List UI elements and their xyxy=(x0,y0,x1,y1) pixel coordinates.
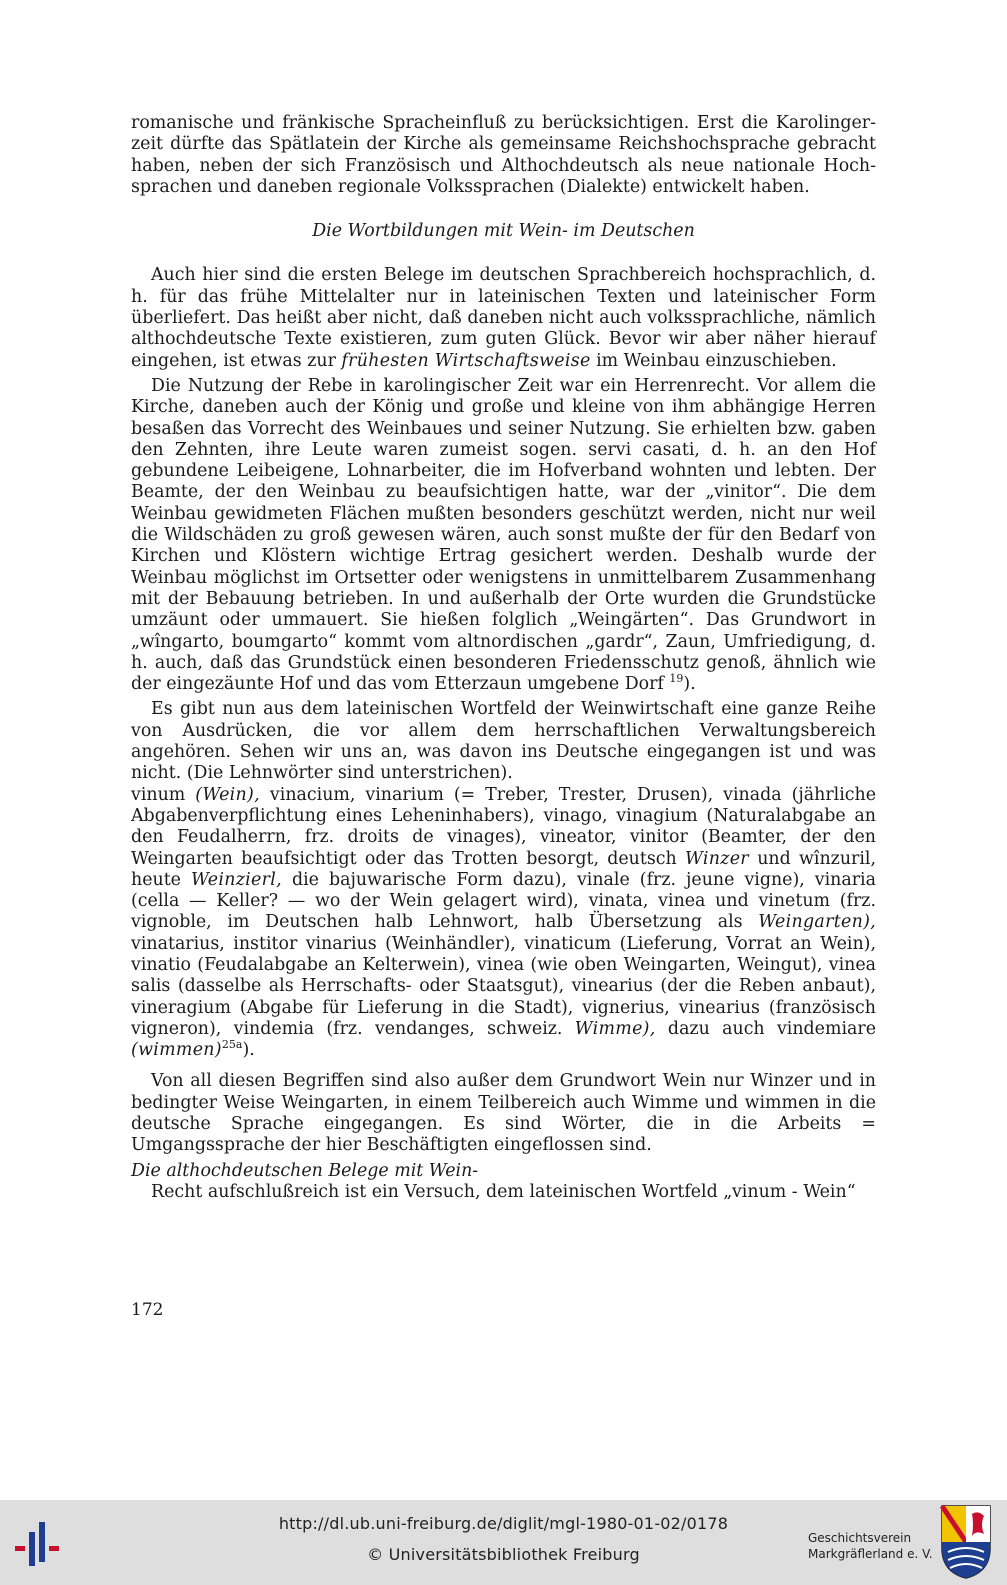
footer-url-link[interactable]: http://dl.ub.uni-freiburg.de/diglit/mgl-1980-01-02/0178 xyxy=(278,1514,729,1533)
footnote-ref: 19 xyxy=(669,672,684,686)
footnote-ref: 25a xyxy=(221,1038,243,1052)
section-heading: Die Wortbildungen mit Wein- im Deutschen xyxy=(312,221,695,242)
paragraph: Von all diesen Begriffen sind also außer dem Grundwort Wein nur Winzer und in bedingter Weise Weingarten, in einem Teilbereich auch Wimme und wimmen in die deutsche Sprache eingegangen. Es sind Wörter, die in die Arbeits = Umgangssprache der hier Beschäftigten eingeflossen sind. xyxy=(131,1071,876,1156)
paragraph: Auch hier sind die ersten Belege im deutschen Sprachbereich hochsprachlich, d. h. für das frühe Mittelalter nur in lateinischen Texten und lateinischer Form überliefert. Das heißt aber nicht, daß daneben nicht auch volkssprachliche, nämlich althochdeutsche Texte existieren, zum guten Glück. Bevor wir aber näher hierauf eingehen, ist etwas zur frühesten Wirtschaftsweise im Weinbau einzuschieben. xyxy=(131,265,876,371)
footer-bar xyxy=(0,1500,1007,1585)
body-text xyxy=(131,113,876,1203)
word-list-quote: vinum (Wein), vinacium, vinarium (= Treber, Trester, Drusen), vinada (jährliche Abgabenverpflichtung eines Leheninhabers), vinago, vinagium (Naturalabgabe an den Feudalherrn, frz. droits de vinages), vineator, vinitor (Beamter, der den Weingarten beaufsichtigt oder das Trotten besorgt, deutsch Winzer und wînzuril, heute Weinzierl, die bajuwarische Form dazu), vinale (frz. jeune vigne), vinaria (cella — Keller? — wo der Wein gelagert wird), vinata, vinea und vinetum (frz. vignoble, im Deutschen halb Lehnwort, halb Übersetzung als Weingarten), vinatarius, institor vinarius (Weinhändler), vinaticum (Lieferung, Vorrat an Wein), vinatio (Feudalabgabe an Kelterwein), vinea (wie oben Weingarten, Weingut), vinea salis (dasselbe als Herrschafts- oder Staatsgut), vinearius (der die Reben anbaut), vineragium (Abgabe für Lieferung in die Stadt), vignerius, vinearius (französisch vigneron), vindemia (frz. vendanges, schweiz. Wimme), dazu auch vindemiare (wimmen)$^{25a}$). xyxy=(131,784,876,1061)
organization-name: Geschichtsverein Markgräflerland e. V. xyxy=(808,1531,933,1561)
subheading: Die althochdeutschen Belege mit Wein- xyxy=(131,1160,479,1181)
paragraph: Recht aufschlußreich ist ein Versuch, dem lateinischen Wortfeld „vinum - Wein“ xyxy=(151,1181,856,1202)
paragraph: Die Nutzung der Rebe in karolingischer Zeit war ein Herrenrecht. Vor allem die Kirche, daneben auch der König und große und kleine von ihm abhängige Herren besaßen das Vorrecht des Weinbaues und seiner Nutzung. Sie erhielten bzw. gaben den Zehnten, ihre Leute waren zumeist sogen. servi casati, d. h. an den Hof gebundene Leibeigene, Lohnarbeiter, die im Hofverband wohnten und lebten. Der Beamte, der den Weinbau zu beaufsichtigen hatte, war der „vinitor“. Die dem Weinbau gewidmeten Flächen mußten besonders geschützt werden, nicht nur weil die Wildschäden zu groß gewesen wären, auch sonst mußte der für den Bedarf von Kirchen und Klöstern wichtige Ertrag gesichert werden. Deshalb wurde der Weinbau möglichst im Ortsetter oder wenigstens in unmittelbarem Zusammenhang mit der Bebauung betrieben. In und außerhalb der Orte wurden die Grundstücke umzäunt oder ummauert. Sie hießen folglich „Weingärten“. Das Grundwort in „wîngarto, boumgarto“ kommt vom altnordischen „gardr“, Zaun, Umfriedigung, d. h. auch, daß das Grundstück einen besonderen Friedensschutz genoß, ähnlich wie der eingezäunte Hof und das vom Etterzaun umgebene Dorf $^{19}$). xyxy=(131,375,876,695)
page-number: 172 xyxy=(131,1300,164,1320)
paragraph: romanische und fränkische Spracheinfluß zu berücksichtigen. Erst die Karolingerzeit dürfte das Spätlatein der Kirche als gemeinsame Reichshochsprache gebracht haben, neben der sich Französisch und Althochdeutsch als neue nationale Hochsprachen und daneben regionale Volkssprachen (Dialekte) entwickelt haben. xyxy=(131,113,876,197)
paragraph: Es gibt nun aus dem lateinischen Wortfeld der Weinwirtschaft eine ganze Reihe von Ausdrücken, die vor allem dem herrschaftlichen Verwaltungsbereich angehören. Sehen wir uns an, was davon ins Deutsche eingegangen ist und was nicht. (Die Lehnwörter sind unterstrichen). xyxy=(131,699,876,784)
footer-library-credit: © Universitätsbibliothek Freiburg xyxy=(367,1545,640,1564)
coat-of-arms-icon xyxy=(940,1504,992,1580)
emphasis: frühesten Wirtschaftsweise xyxy=(341,350,591,371)
